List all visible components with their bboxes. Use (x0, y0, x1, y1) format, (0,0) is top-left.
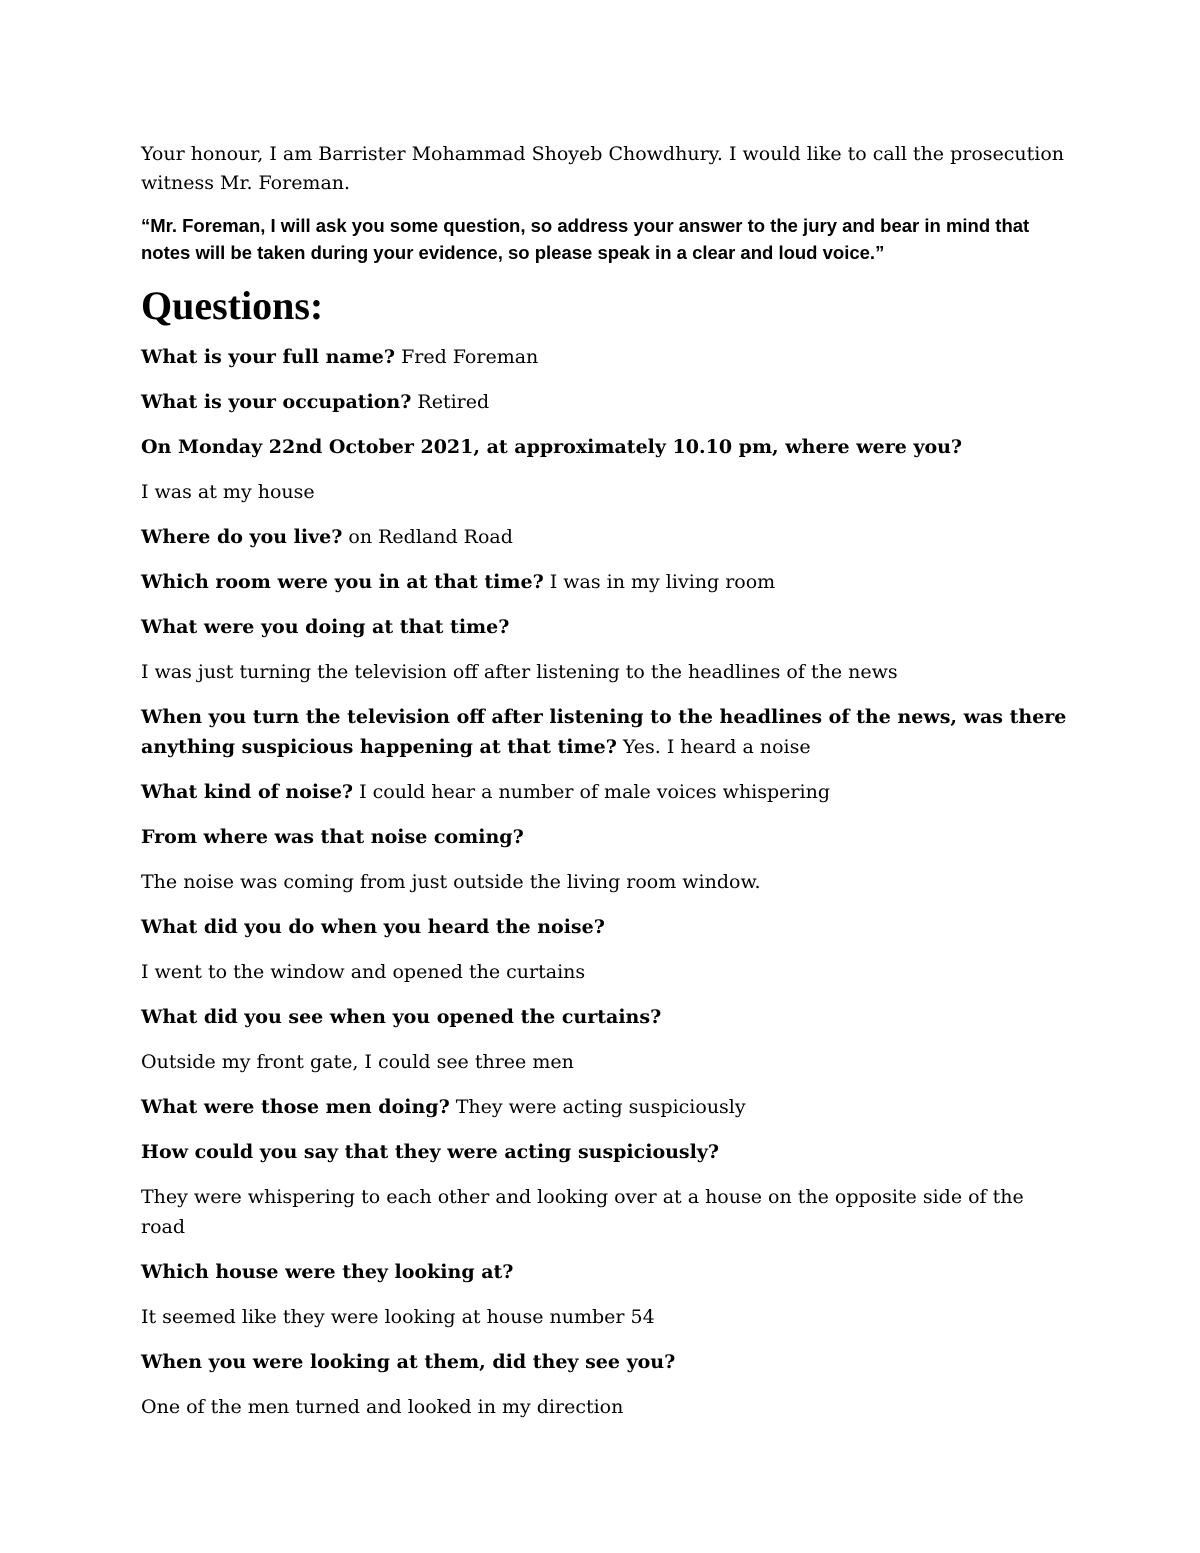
answer-text: The noise was coming from just outside the living room window. (141, 871, 761, 893)
instruction-quote: “Mr. Foreman, I will ask you some question, so address your answer to the jury and bear in mind that notes will be taken during your evidence, so please speak in a clear and loud voice.” (141, 215, 1030, 263)
qa-item (141, 387, 1071, 417)
question-text: Which room were you in at that time? (141, 571, 544, 593)
answer-text: Outside my front gate, I could see three men (141, 1051, 574, 1073)
qa-item (141, 1002, 1071, 1032)
question-text: When you turn the television off after listening to the headlines of the news, was there anything suspicious happening at that time? (141, 706, 1067, 758)
question-text: What did you do when you heard the noise? (141, 916, 605, 938)
qa-item (141, 867, 1071, 897)
answer-text: I was at my house (141, 481, 315, 503)
qa-item (141, 777, 1071, 807)
qa-item (141, 702, 1071, 762)
intro-paragraph: Your honour, I am Barrister Mohammad Shoyeb Chowdhury. I would like to call the prosecution witness Mr. Foreman. (141, 143, 1065, 194)
question-text: Where do you live? (141, 526, 343, 548)
qa-item (141, 522, 1071, 552)
question-text: From where was that noise coming? (141, 826, 524, 848)
answer-text: One of the men turned and looked in my direction (141, 1396, 624, 1418)
qa-item (141, 912, 1071, 942)
qa-item (141, 1047, 1071, 1077)
answer-text: They were acting suspiciously (449, 1096, 746, 1118)
question-text: What were those men doing? (141, 1096, 450, 1118)
question-text: How could you say that they were acting suspiciously? (141, 1141, 720, 1163)
qa-item (141, 1092, 1071, 1122)
qa-item (141, 657, 1071, 687)
question-text: Which house were they looking at? (141, 1261, 514, 1283)
answer-text: Retired (411, 391, 490, 413)
answer-text: I went to the window and opened the curtains (141, 961, 586, 983)
question-text: When you were looking at them, did they see you? (141, 1351, 676, 1373)
answer-text: Fred Foreman (395, 346, 539, 368)
answer-text: They were whispering to each other and looking over at a house on the opposite side of the road (141, 1186, 1024, 1238)
questions-heading: Questions: (141, 283, 324, 328)
answer-text: It seemed like they were looking at house number 54 (141, 1306, 655, 1328)
answer-text: Yes. I heard a noise (616, 736, 811, 758)
question-text: What were you doing at that time? (141, 616, 510, 638)
qa-item (141, 1347, 1071, 1377)
answer-text: I could hear a number of male voices whispering (353, 781, 830, 803)
answer-text: I was just turning the television off after listening to the headlines of the news (141, 661, 898, 683)
question-text: On Monday 22nd October 2021, at approximately 10.10 pm, where were you? (141, 436, 963, 458)
qa-item (141, 1257, 1071, 1287)
qa-item (141, 822, 1071, 852)
qa-item (141, 1392, 1071, 1422)
qa-item (141, 957, 1071, 987)
qa-item (141, 567, 1071, 597)
qa-list (141, 342, 1071, 1422)
qa-item (141, 612, 1071, 642)
question-text: What kind of noise? (141, 781, 354, 803)
qa-item (141, 1302, 1071, 1332)
answer-text: I was in my living room (543, 571, 776, 593)
qa-item (141, 1182, 1071, 1242)
qa-item (141, 342, 1071, 372)
qa-item (141, 1137, 1071, 1167)
question-text: What did you see when you opened the curtains? (141, 1006, 662, 1028)
qa-item (141, 432, 1071, 462)
question-text: What is your occupation? (141, 391, 412, 413)
answer-text: on Redland Road (342, 526, 513, 548)
question-text: What is your full name? (141, 346, 396, 368)
qa-item (141, 477, 1071, 507)
document-page (141, 140, 1071, 1437)
